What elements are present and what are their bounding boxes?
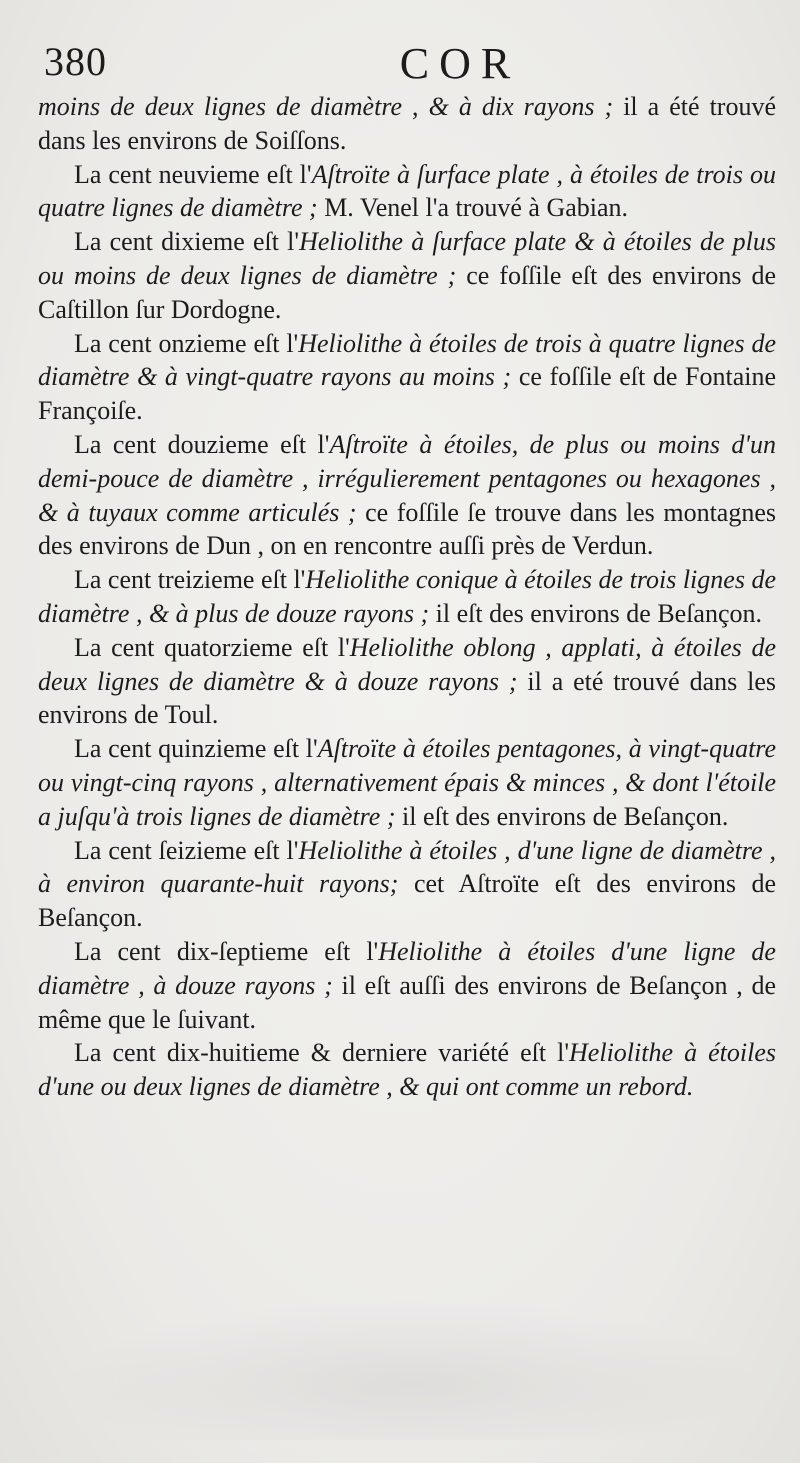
roman-text: il a eté trouvé dans les environs de Toul. xyxy=(38,666,776,730)
paragraph xyxy=(38,428,776,563)
roman-text: La cent dix-huitieme & derniere variété eſt l' xyxy=(74,1038,570,1068)
roman-text: La cent ſeizieme eſt l' xyxy=(74,835,299,865)
roman-text: cet Aſtroïte eſt des environs de Beſançon. xyxy=(38,869,776,933)
italic-text: Aſtroïte à ſurface plate , à étoiles de trois ou quatre lignes de diamètre ; xyxy=(38,159,776,223)
roman-text: La cent treizieme eſt l' xyxy=(74,565,306,595)
body-text xyxy=(38,90,776,1104)
roman-text: ce foſſile eſt des environs de Caſtillon ſur Dordogne. xyxy=(38,260,776,324)
paragraph xyxy=(38,563,776,631)
paragraph xyxy=(38,90,776,158)
paragraph xyxy=(38,935,776,1036)
paragraph xyxy=(38,158,776,226)
paragraph xyxy=(38,834,776,935)
roman-text: il eſt auſſi des environs de Beſançon , de même que le ſuivant. xyxy=(38,970,776,1034)
roman-text: , xyxy=(402,92,429,121)
paragraph xyxy=(38,631,776,732)
roman-text: La cent dix-ſeptieme eſt l' xyxy=(74,936,379,966)
italic-text: Heliolithe à étoiles d'une ou deux lignes de diamètre , & qui ont comme un rebord. xyxy=(38,1038,776,1102)
paper-stain xyxy=(60,1300,760,1440)
paragraph xyxy=(38,327,776,428)
italic-text: Aſtroïte à étoiles, de plus ou moins d'un demi-pouce de diamètre , irrégulierement pentagones ou hexagones , & à tuyaux comme articulés ; xyxy=(38,429,776,527)
italic-text: Heliolithe à étoiles d'une ligne de diamètre , à douze rayons ; xyxy=(38,936,776,1000)
roman-text: ce foſſile eſt de Fontaine Françoiſe. xyxy=(38,362,777,426)
paragraph xyxy=(38,732,776,833)
roman-text: ce foſſile ſe trouve dans les montagnes des environs de Dun , on en rencontre auſſi près de Verdun. xyxy=(38,497,776,561)
roman-text: La cent neuvieme eſt l' xyxy=(74,159,312,189)
roman-text: il eſt des environs de Beſançon. xyxy=(395,801,729,831)
roman-text: La cent quatorzieme eſt l' xyxy=(74,632,350,662)
italic-text: Heliolithe oblong , applati, à étoiles de deux lignes de diamètre & à douze rayons ; xyxy=(38,632,776,696)
roman-text: La cent douzieme eſt l' xyxy=(74,429,330,459)
italic-text: Heliolithe à ſurface plate & à étoiles de plus ou moins de deux lignes de diamètre ; xyxy=(38,227,776,290)
roman-text: il eſt des environs de Beſançon. xyxy=(429,598,763,628)
roman-text: La cent onzieme eſt l' xyxy=(74,328,299,358)
roman-text: La cent dixieme eſt l' xyxy=(74,227,300,257)
italic-text: Heliolithe conique à étoiles de trois lignes de diamètre , & à plus de douze rayons ; xyxy=(38,565,776,628)
roman-text: M. Venel l'a trouvé à Gabian. xyxy=(317,193,629,223)
italic-text: Heliolithe à étoiles , d'une ligne de diamètre , à environ quarante-huit rayons; xyxy=(38,835,776,899)
roman-text: il a été trouvé dans les environs de Soiſſons. xyxy=(38,92,777,155)
roman-text: La cent quinzieme eſt l' xyxy=(74,734,318,764)
italic-text: moins de deux lignes de diamètre xyxy=(38,92,403,121)
italic-text: Heliolithe à étoiles de trois à quatre lignes de diamètre & à vingt-quatre rayons au moins ; xyxy=(38,328,776,392)
italic-text: Aſtroïte à étoiles pentagones, à vingt-quatre ou vingt-cinq rayons , alternativement épais & minces , & dont l'étoile a juſqu'à trois lignes de diamètre ; xyxy=(38,734,776,831)
italic-text: & à dix rayons ; xyxy=(428,92,614,121)
running-head: COR xyxy=(399,39,521,88)
paragraph xyxy=(38,1036,776,1104)
paragraph xyxy=(38,225,776,326)
page-number: 380 xyxy=(44,39,107,84)
page-header xyxy=(40,36,780,96)
